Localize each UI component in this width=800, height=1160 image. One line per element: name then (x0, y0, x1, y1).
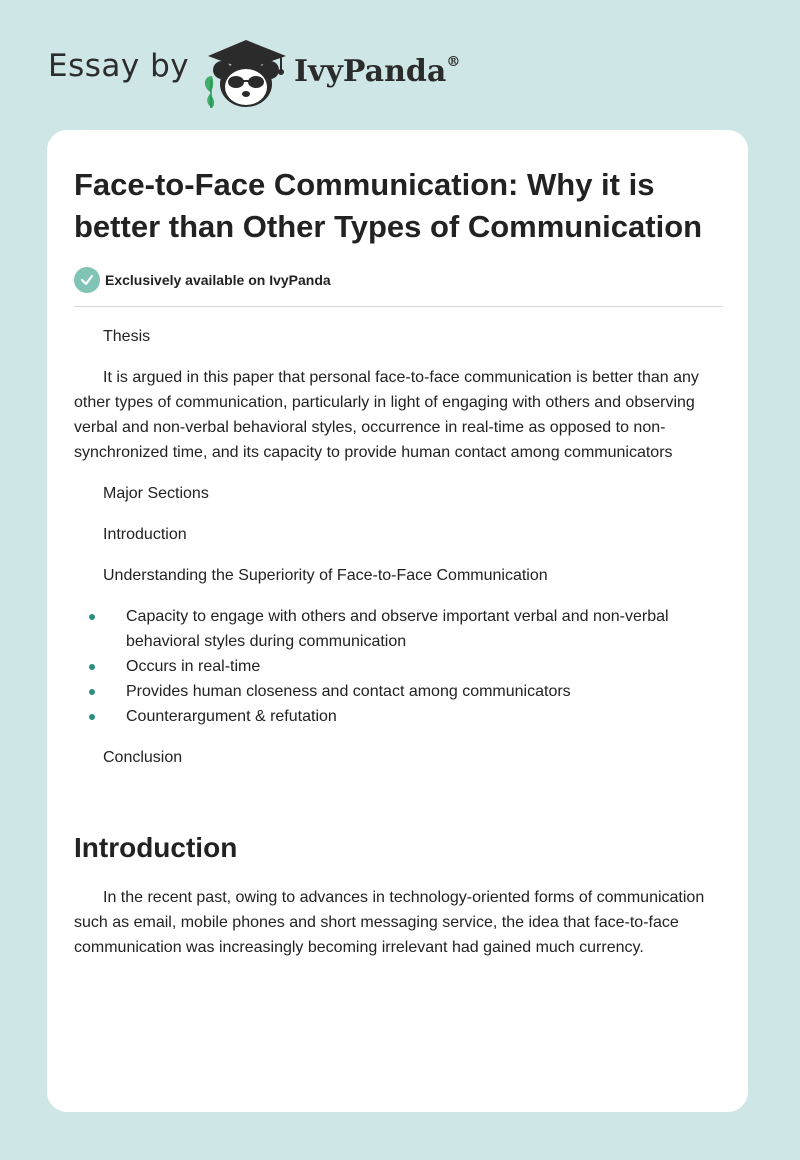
thesis-heading: Thesis (103, 328, 151, 345)
site-header (0, 0, 800, 130)
list-item (74, 604, 723, 654)
list-item-text: Provides human closeness and contact among communicators (126, 683, 571, 700)
outline-conclusion: Conclusion (103, 749, 183, 766)
list-item-text: Occurs in real-time (126, 658, 261, 675)
brand-text: IvyPanda (294, 54, 447, 89)
divider (74, 306, 723, 307)
list-item-text: Capacity to engage with others and observe important verbal and non-verbal behavioral styles during communication (126, 608, 669, 650)
check-icon (74, 267, 100, 293)
thesis-paragraph: It is argued in this paper that personal face-to-face communication is better than any other types of communication, particularly in light of engaging with others and observing verbal and non-verbal behavioral styles, occurrence in real-time as opposed to non-synchronized time, and its capacity to provide human contact among communicators (74, 369, 699, 461)
essay-card (47, 130, 748, 1112)
introduction-paragraph: In the recent past, owing to advances in technology-oriented forms of communication such as email, mobile phones and short messaging service, the idea that face-to-face communication was increasingly becoming irrelevant had gained much currency. (74, 889, 705, 956)
outline-understanding: Understanding the Superiority of Face-to-Face Communication (103, 567, 548, 584)
registered-mark: ® (446, 54, 461, 70)
bullet-icon (89, 664, 95, 670)
major-sections-label: Major Sections (103, 485, 209, 502)
exclusive-badge-label: Exclusively available on IvyPanda (105, 272, 331, 288)
essay-by-label: Essay by (48, 48, 190, 84)
bullet-icon (89, 614, 95, 620)
bullet-icon (89, 689, 95, 695)
list-item (74, 654, 723, 679)
outline-introduction: Introduction (103, 526, 187, 543)
introduction-heading: Introduction (74, 832, 238, 863)
list-item-text: Counterargument & refutation (126, 708, 337, 725)
bullet-icon (89, 714, 95, 720)
list-item (74, 704, 723, 729)
panda-graduate-logo-icon[interactable] (200, 36, 292, 110)
brand-name[interactable] (294, 54, 460, 89)
essay-content (74, 164, 723, 960)
essay-title: Face-to-Face Communication: Why it is better than Other Types of Communication (74, 167, 703, 244)
leaf-icon (205, 76, 214, 108)
outline-bullet-list (74, 604, 723, 729)
exclusive-badge (74, 266, 723, 294)
list-item (74, 679, 723, 704)
